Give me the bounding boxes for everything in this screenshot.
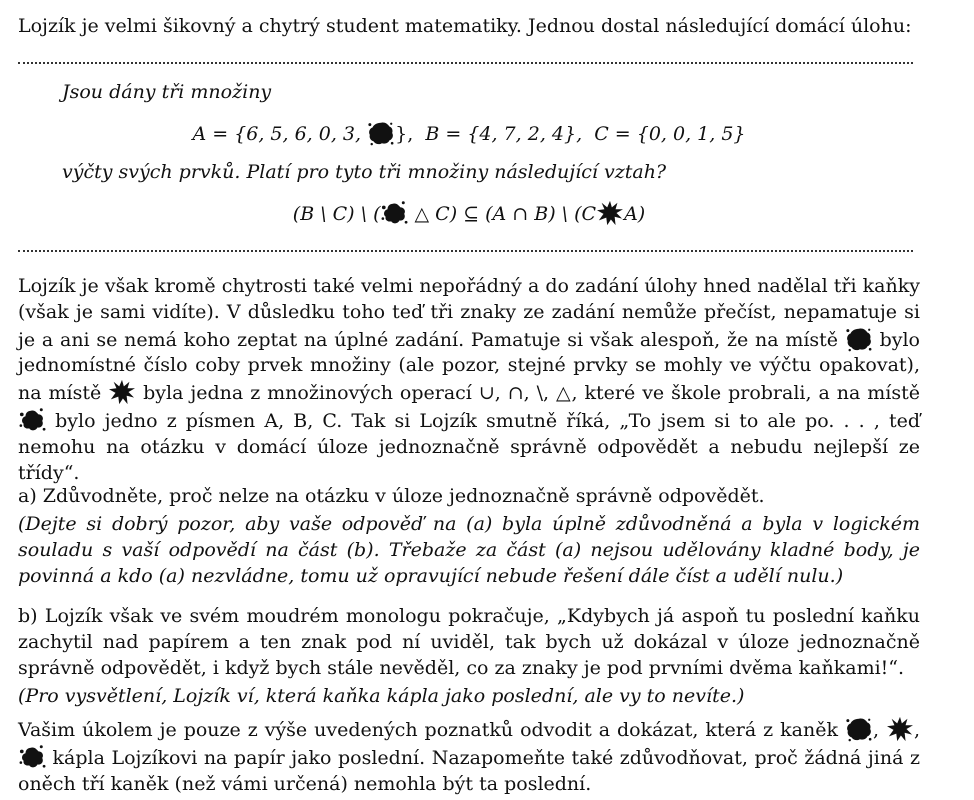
question-b-note: (Pro vysvětlení, Lojzík ví, která kaňka kápla jako poslední, ale vy to nevíte.) — [18, 685, 745, 707]
final-text-1: Vašim úkolem je pouze z výše uvedených poznatků odvodit a dokázat, která z kaněk — [18, 719, 838, 741]
ink-blot-splash-icon — [18, 407, 46, 433]
ink-blot-star-icon — [886, 716, 914, 742]
final-separator-1: , — [872, 719, 879, 741]
question-a-note: (Dejte si dobrý pozor, aby vaše odpověď na (a) byla úplně zdůvodněná a byla v logickém souladu s vaší odpovědí na část (b). Třebaže za část (a) nejsou udělovány kladné body, je povinná a kdo (a) nezvládne, tomu už opravující nebude řešení dále číst a udělí nulu.) — [18, 513, 920, 587]
dotted-separator-top — [18, 62, 913, 64]
final-paragraph — [18, 716, 920, 797]
set-b: B = {4, 7, 2, 4}, — [425, 123, 583, 145]
relation-part-1: (B \ C) \ ( — [292, 203, 381, 225]
set-a-close: }, — [395, 123, 414, 145]
relation-part-3: A) — [624, 203, 646, 225]
sets-formula — [18, 120, 920, 148]
ink-blot-round-icon — [845, 326, 873, 352]
task-line-1: Jsou dány tři množiny — [62, 81, 272, 103]
question-b: b) Lojzík však ve svém moudrém monologu pokračuje, „Kdybych já aspoň tu poslední kaňku zachytil nad papírem a ten znak pod ní uviděl, tak bych už dokázal v úloze jednoznačně správně odpovědět, i když bych stále nevěděl, co za znaky je pod prvními dvěma kaňkami!“. — [18, 605, 920, 679]
task-line-2: výčty svých prvků. Platí pro tyto tři množiny následující vztah? — [62, 161, 667, 183]
ink-blot-splash-icon — [18, 744, 46, 770]
story-text-4: bylo jedno z písmen A, B, C. Tak si Lojzík smutně říká, „To jsem si to ale po. . . , teď nemohu na otázku v domácí úloze jednoznačně správně odpovědět a nebudu nejlepší ze třídy“. — [18, 410, 921, 484]
story-paragraph — [18, 274, 920, 487]
relation-formula — [18, 200, 920, 228]
ink-blot-star-icon — [596, 200, 624, 226]
set-a: A = {6, 5, 6, 0, 3, — [192, 123, 368, 145]
story-text-3: byla jedna z množinových operací ∪, ∩, \, △, které ve škole probrali, a na místě — [143, 382, 920, 405]
ink-blot-round-icon — [367, 120, 395, 146]
final-separator-2: , — [913, 719, 920, 741]
ink-blot-round-icon — [845, 716, 873, 742]
intro-text: Lojzík je velmi šikovný a chytrý student matematiky. Jednou dostal následující domácí úlohu: — [18, 15, 912, 37]
question-a: a) Zdůvodněte, proč nelze na otázku v úloze jednoznačně správně odpovědět. — [18, 485, 765, 507]
ink-blot-splash-icon — [380, 200, 408, 226]
set-c: C = {0, 0, 1, 5} — [594, 123, 746, 145]
relation-part-2: △ C) ⊆ (A ∩ B) \ (C — [408, 203, 597, 225]
ink-blot-star-icon — [108, 379, 136, 405]
dotted-separator-bottom — [18, 250, 913, 252]
story-text-2: bylo jednomístné číslo coby prvek množiny (ale pozor, stejné prvky se mohly ve výčtu opakovat), na místě — [18, 328, 920, 405]
story-text-1: Lojzík je však kromě chytrosti také velmi nepořádný a do zadání úlohy hned nadělal tři kaňky (však je sami vidíte). V důsledku toho teď tři znaky ze zadání nemůže přečíst, nepamatuje si je a ani se nemá koho zeptat na úplné zadání. Pamatuje si však alespoň, že na místě — [18, 275, 920, 351]
final-text-2: kápla Lojzíkovi na papír jako poslední. Nazapomeňte také zdůvodňovat, proč žádná jiná z oněch tří kaněk (než vámi určená) nemohla být ta poslední. — [18, 746, 920, 795]
